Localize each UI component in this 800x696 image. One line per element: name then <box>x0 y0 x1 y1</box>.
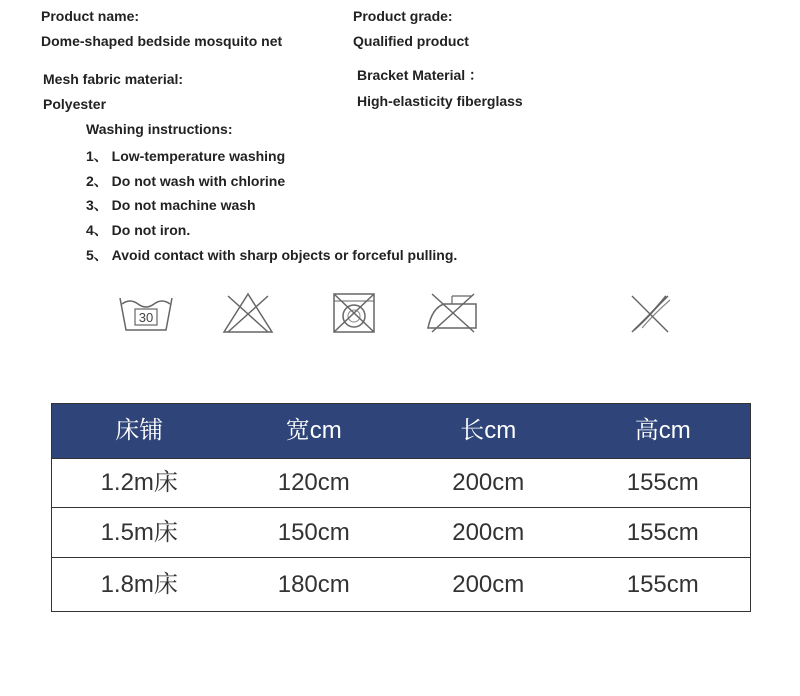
product-name-label: Product name: <box>41 8 140 24</box>
cell-length: 200cm <box>452 469 525 496</box>
mesh-material-label: Mesh fabric material: <box>43 71 184 87</box>
no-iron-icon <box>422 290 482 336</box>
header-length: 长cm <box>460 417 517 444</box>
product-name-value: Dome-shaped bedside mosquito net <box>41 33 283 49</box>
header-bed: 床铺 <box>115 417 164 444</box>
cell-height: 155cm <box>626 519 699 546</box>
size-table <box>51 403 751 612</box>
no-machine-wash-icon <box>324 290 384 336</box>
washing-item-5: 5、 Avoid contact with sharp objects or forceful pulling. <box>86 247 458 263</box>
wash-30-icon <box>116 290 176 336</box>
header-height: 高cm <box>634 417 691 444</box>
cell-length: 200cm <box>452 519 525 546</box>
bracket-material-label: Bracket Material ： <box>357 67 484 83</box>
table-row <box>52 507 750 557</box>
cell-bed: 1.2m床 <box>100 469 178 496</box>
mesh-material-value: Polyester <box>43 96 107 112</box>
cell-bed: 1.8m床 <box>100 571 178 598</box>
washing-item-3: 3、 Do not machine wash <box>86 197 256 213</box>
product-grade-label: Product grade: <box>353 8 453 24</box>
washing-item-4: 4、 Do not iron. <box>86 222 191 238</box>
wash-temp-label: 30 <box>138 310 154 325</box>
cell-length: 200cm <box>452 571 525 598</box>
washing-item-2: 2、 Do not wash with chlorine <box>86 173 286 189</box>
cell-bed: 1.5m床 <box>100 519 178 546</box>
cell-height: 155cm <box>626 571 699 598</box>
bracket-material-value: High-elasticity fiberglass <box>357 93 523 109</box>
size-table-header <box>52 404 750 458</box>
no-bleach-icon <box>218 290 278 336</box>
product-grade-value: Qualified product <box>353 33 469 49</box>
washing-item-1: 1、 Low-temperature washing <box>86 148 286 164</box>
washing-title: Washing instructions: <box>86 121 233 137</box>
cell-width: 120cm <box>277 469 350 496</box>
table-row <box>52 557 750 611</box>
no-sharp-objects-icon <box>620 290 680 336</box>
cell-width: 180cm <box>277 571 350 598</box>
header-width: 宽cm <box>285 417 342 444</box>
cell-height: 155cm <box>626 469 699 496</box>
table-row <box>52 458 750 507</box>
cell-width: 150cm <box>277 519 350 546</box>
